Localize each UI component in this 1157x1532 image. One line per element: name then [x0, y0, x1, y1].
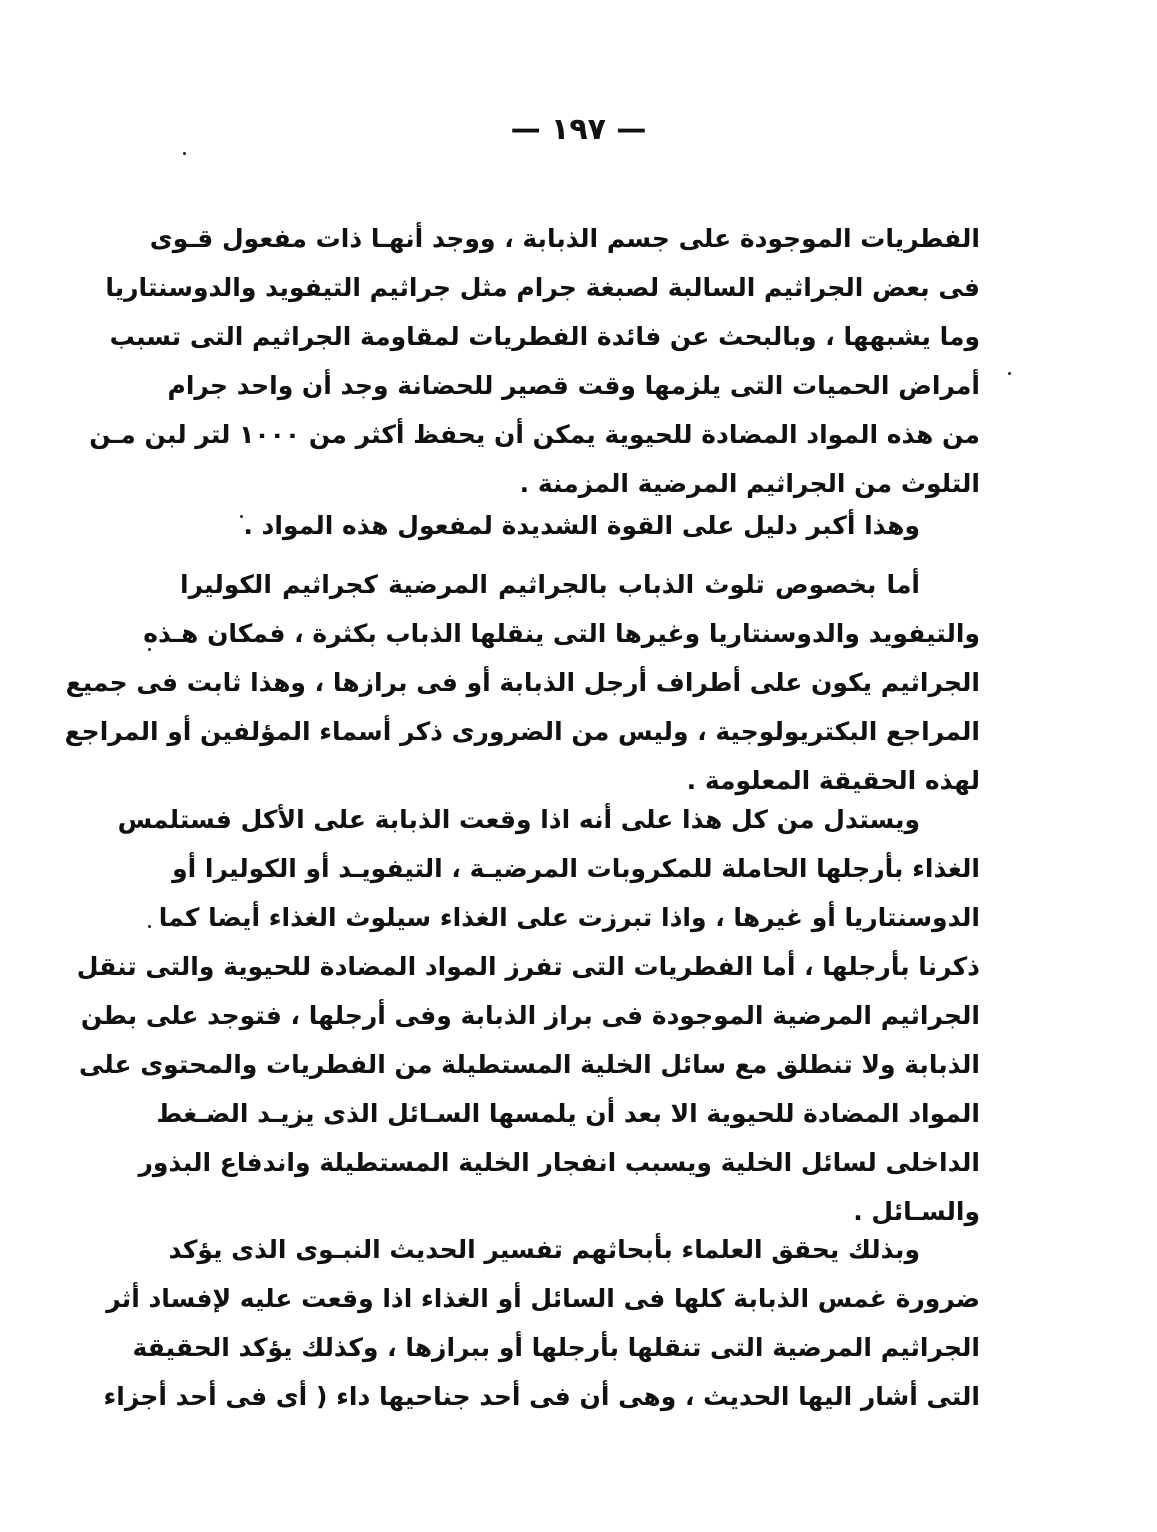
text-line: الجراثيم المرضية التى تنقلها بأرجلها أو ببرازها ، وكذلك يؤكد الحقيقة — [132, 1333, 980, 1362]
scan-speck — [240, 515, 243, 518]
text-line: التلوث من الجراثيم المرضية المزمنة . — [519, 469, 980, 498]
text-line: المواد المضادة للحيوية الا بعد أن يلمسها السـائل الذى يزيـد الضـغط — [156, 1099, 980, 1128]
text-line: أما بخصوص تلوث الذباب بالجراثيم المرضية كجراثيم الكوليرا — [180, 570, 920, 599]
text-line: ويستدل من كل هذا على أنه اذا وقعت الذبابة على الأكل فستلمس — [117, 805, 920, 834]
text-line: فى بعض الجراثيم السالبة لصبغة جرام مثل جراثيم التيفويد والدوسنتاريا — [105, 273, 980, 302]
text-line: التى أشار اليها الحديث ، وهى أن فى أحد جناحيها داء ( أى فى أحد أجزاء — [103, 1382, 980, 1411]
paragraph-4 — [76, 795, 980, 1236]
scan-speck — [148, 648, 151, 651]
paragraph-3 — [64, 560, 980, 805]
text-line: الدوسنتاريا أو غيرها ، واذا تبرزت على الغذاء سيلوث الغذاء أيضا كما — [158, 903, 980, 932]
text-line: الفطريات الموجودة على جسم الذبابة ، ووجد أنهـا ذات مفعول قـوى — [149, 224, 980, 253]
text-line: والتيفويد والدوسنتاريا وغيرها التى ينقلها الذباب بكثرة ، فمكان هـذه — [143, 619, 980, 648]
paragraph-5 — [103, 1225, 980, 1421]
text-line: وما يشبهها ، وبالبحث عن فائدة الفطريات لمقاومة الجراثيم التى تسبب — [109, 322, 980, 351]
text-line: الذبابة ولا تنطلق مع سائل الخلية المستطيلة من الفطريات والمحتوى على — [78, 1050, 980, 1079]
scan-speck — [148, 925, 151, 928]
text-line: الغذاء بأرجلها الحاملة للمكروبات المرضيـة ، التيفويـد أو الكوليرا أو — [172, 854, 980, 883]
text-line: والسـائل . — [853, 1197, 980, 1226]
page-number: — ١٩٧ — — [510, 112, 647, 147]
scan-speck — [1008, 372, 1011, 375]
paragraph-2 — [180, 501, 980, 550]
text-line: المراجع البكتريولوجية ، وليس من الضرورى ذكر أسماء المؤلفين أو المراجع — [64, 717, 980, 746]
text-line: لهذه الحقيقة المعلومة . — [686, 766, 980, 795]
text-line: الجراثيم المرضية الموجودة فى براز الذبابة وفى أرجلها ، فتوجد على بطن — [80, 1001, 980, 1030]
paragraph-1 — [89, 214, 980, 508]
text-line: الداخلى لسائل الخلية ويسبب انفجار الخلية المستطيلة واندفاع البذور — [138, 1148, 980, 1177]
text-line: وبذلك يحقق العلماء بأبحاثهم تفسير الحديث النبـوى الذى يؤكد — [168, 1235, 920, 1264]
text-line: ضرورة غمس الذبابة كلها فى السائل أو الغذاء اذا وقعت عليه لإفساد أثر — [106, 1284, 980, 1313]
text-line: أمراض الحميات التى يلزمها وقت قصير للحضانة وجد أن واحد جرام — [167, 371, 980, 400]
scan-speck — [183, 152, 186, 155]
text-line: من هذه المواد المضادة للحيوية يمكن أن يحفظ أكثر من ١٠٠٠ لتر لبن مـن — [89, 420, 980, 449]
text-line: ذكرنا بأرجلها ، أما الفطريات التى تفرز المواد المضادة للحيوية والتى تنقل — [76, 952, 980, 981]
text-line: وهذا أكبر دليل على القوة الشديدة لمفعول هذه المواد . — [243, 511, 920, 540]
text-line: الجراثيم يكون على أطراف أرجل الذبابة أو فى برازها ، وهذا ثابت فى جميع — [65, 668, 980, 697]
